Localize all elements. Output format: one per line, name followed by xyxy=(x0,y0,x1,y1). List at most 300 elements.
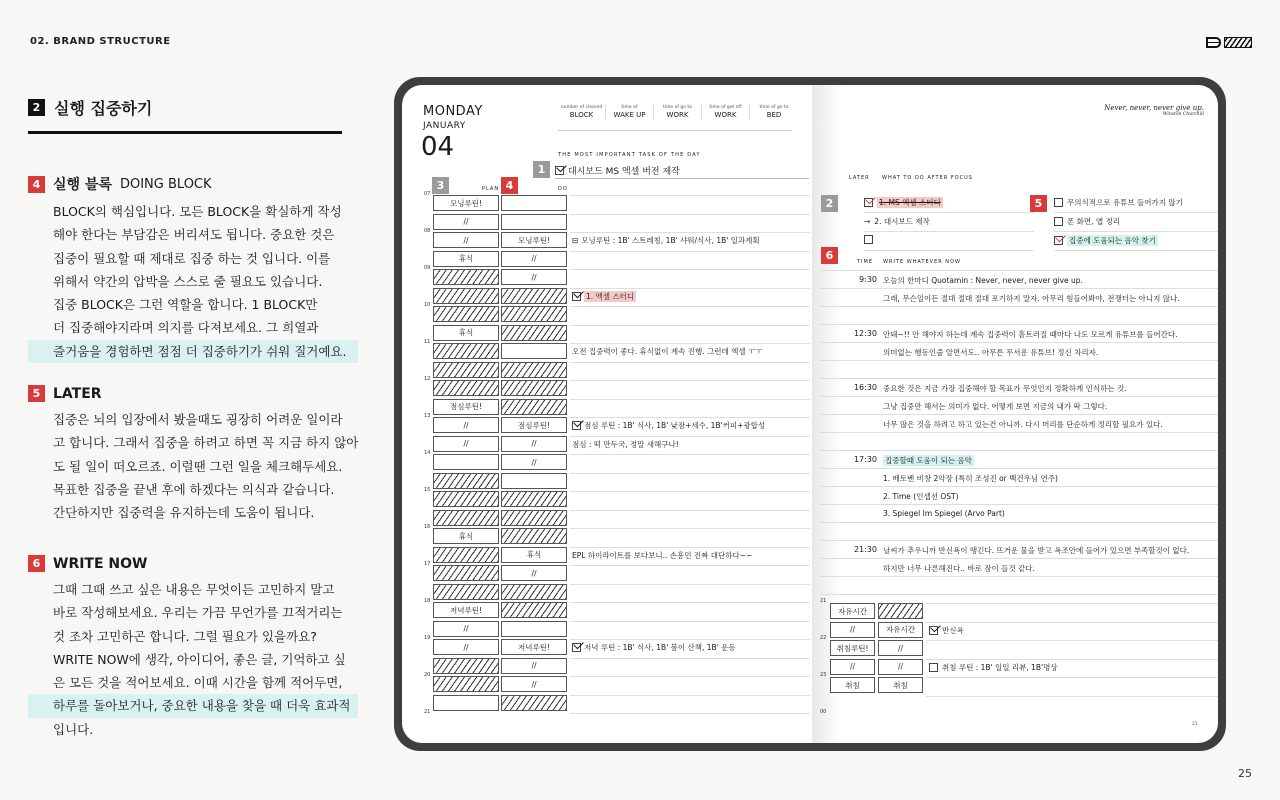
write-rule xyxy=(820,468,1218,469)
block-text-line: 입니다. xyxy=(53,721,94,737)
block-text-line: 더 집중해야지라며 의지를 다져보세요. 그 희열과 xyxy=(53,320,319,336)
section-divider xyxy=(28,131,342,134)
checkbox-icon xyxy=(1054,236,1063,245)
block-heading xyxy=(28,385,358,402)
row-rule xyxy=(570,491,810,492)
block-text-line: 집중 BLOCK은 그런 역할을 합니다. 1 BLOCK만 xyxy=(53,297,318,313)
write-time: 21:30 xyxy=(853,545,877,554)
row-rule xyxy=(570,565,810,566)
focus-item-text: 폰 화면, 앱 정리 xyxy=(1067,217,1121,226)
row-rule xyxy=(570,362,810,363)
arrow-icon: → xyxy=(864,217,871,226)
plan-cell: 휴식 xyxy=(433,528,499,544)
do-cell xyxy=(501,214,567,230)
block-write-now xyxy=(28,555,358,741)
block-text-line: 집중이 필요할 때 제대로 집중 하는 것 입니다. 이를 xyxy=(53,250,331,266)
late-rule xyxy=(926,603,1218,604)
block-heading xyxy=(28,174,358,194)
block-number-badge: 6 xyxy=(28,555,45,572)
do-note-text: 오전 집중력이 좋다. 휴식없이 계속 진행. 그런데 엑셀 ㅜㅜ xyxy=(572,347,763,356)
do-cell: // xyxy=(501,676,567,692)
plan-cell xyxy=(433,676,499,692)
focus-rule xyxy=(1054,212,1218,213)
row-rule xyxy=(570,713,810,714)
block-text-line: WRITE NOW에 생각, 아이디어, 좋은 글, 기억하고 싶 xyxy=(53,651,346,667)
plan-cell xyxy=(433,343,499,359)
hour-label: 11 xyxy=(424,339,431,345)
row-rule xyxy=(570,214,810,215)
write-rule xyxy=(820,270,1218,271)
hour-label: 07 xyxy=(424,191,431,197)
checkbox-icon xyxy=(572,292,581,301)
block-text-line: 해야 한다는 부담감은 버리셔도 됩니다. 중요한 것은 xyxy=(53,227,335,243)
late-note-text: 취침 루틴 : 1B' 일일 리뷰, 1B'명상 xyxy=(942,662,1058,672)
planner-notebook xyxy=(394,77,1226,751)
write-time: 16:30 xyxy=(853,383,877,392)
focus-number-badge: 5 xyxy=(1030,195,1047,212)
do-note-text: 점심 : 떡 만두국, 정말 새해구나! xyxy=(572,439,679,449)
stat-value: WORK xyxy=(666,111,689,119)
late-rule xyxy=(926,659,1218,660)
plan-cell: // xyxy=(433,621,499,637)
write-rule xyxy=(820,450,1218,451)
mit-label: THE MOST IMPORTANT TASK OF THE DAY xyxy=(558,152,701,158)
write-line xyxy=(883,455,974,466)
block-title: 실행 블록 xyxy=(53,177,112,193)
do-note xyxy=(572,291,636,302)
late-plan-cell: // xyxy=(830,622,875,638)
row-rule xyxy=(570,343,810,344)
block-text-line: 즐거움을 경험하면 점점 더 집중하기가 쉬워 질거예요. xyxy=(28,340,358,363)
do-cell xyxy=(501,380,567,396)
stat-field xyxy=(750,105,798,119)
write-rule xyxy=(820,558,1218,559)
plan-column-label: PLAN xyxy=(482,186,500,192)
do-note xyxy=(572,346,762,357)
late-do-cell: 취침 xyxy=(878,677,923,693)
write-rule xyxy=(820,342,1218,343)
do-cell: // xyxy=(501,454,567,470)
do-column-label: DO xyxy=(558,186,568,192)
section-number-badge: 2 xyxy=(28,99,45,116)
later-rule xyxy=(864,231,1034,232)
do-note-text: 모닝루틴 : 1B' 스트레칭, 1B' 샤워/식사, 1B' 일과계획 xyxy=(581,236,760,245)
do-note-text: 점심 루틴 : 1B' 식사, 1B' 낮잠+세수, 1B'커피+광합성 xyxy=(584,421,766,430)
row-rule xyxy=(570,325,810,326)
block-body xyxy=(28,578,358,741)
plan-cell xyxy=(433,473,499,489)
do-cell: // xyxy=(501,251,567,267)
mit-task xyxy=(555,164,680,177)
plan-cell: // xyxy=(433,436,499,452)
hour-label: 12 xyxy=(424,376,431,382)
row-rule xyxy=(570,380,810,381)
focus-item-text: 집중에 도움되는 음악 찾기 xyxy=(1069,236,1156,245)
do-cell: // xyxy=(501,436,567,452)
write-line-text: 너무 많은 것을 하려고 하고 있는건 아니까. 다시 머리를 단순하게 정리할 필요가 있다. xyxy=(883,420,1163,429)
planner-quote xyxy=(1104,104,1204,117)
plan-cell xyxy=(433,658,499,674)
late-plan-cell: 자유시간 xyxy=(830,603,875,619)
focus-item-text: 무의식적으로 유튜브 들어가지 않기 xyxy=(1067,198,1183,207)
write-line xyxy=(883,563,1035,574)
focus-item xyxy=(1054,235,1158,246)
focus-rule xyxy=(1054,231,1218,232)
late-plan-cell: 취침루틴! xyxy=(830,640,875,656)
hour-label: 18 xyxy=(424,598,431,604)
write-line-text: 집중할때 도움이 되는 음악 xyxy=(885,456,972,465)
write-line xyxy=(883,545,1189,556)
do-cell xyxy=(501,491,567,507)
write-now-label: WRITE WHATEVER NOW xyxy=(883,259,961,265)
block-body xyxy=(28,408,358,524)
plan-cell xyxy=(433,695,499,711)
do-note xyxy=(572,420,765,431)
plan-cell xyxy=(433,454,499,470)
late-note-text: 반신욕 xyxy=(942,625,964,635)
row-rule xyxy=(570,695,810,696)
later-number-badge: 2 xyxy=(821,195,838,212)
row-rule xyxy=(570,232,810,233)
write-line xyxy=(883,383,1127,394)
plan-cell xyxy=(433,306,499,322)
block-text-line: 간단하지만 집중력을 유지하는데 도움이 됩니다. xyxy=(53,505,315,521)
planner-date: 04 xyxy=(421,132,455,162)
write-rule xyxy=(820,504,1218,505)
write-rule xyxy=(820,414,1218,415)
write-line xyxy=(883,401,1107,412)
stat-value: BLOCK xyxy=(569,111,594,119)
do-cell xyxy=(501,621,567,637)
row-rule xyxy=(570,417,810,418)
stat-label: time of xyxy=(621,105,638,110)
quote-text: Never, never, never give up. xyxy=(1104,104,1204,112)
checkbox-icon xyxy=(929,626,938,635)
calendar-icon: ⊟ xyxy=(572,236,579,245)
write-line xyxy=(883,473,1058,484)
section-title-text: 실행 집중하기 xyxy=(54,99,153,118)
write-line-text: 2. Time (인셉션 OST) xyxy=(883,492,959,501)
write-line xyxy=(883,419,1163,430)
do-cell: 휴식 xyxy=(501,547,567,563)
write-rule xyxy=(820,540,1218,541)
write-line xyxy=(883,509,1005,518)
stat-field xyxy=(702,105,750,119)
row-rule xyxy=(570,269,810,270)
write-rule xyxy=(820,486,1218,487)
do-note xyxy=(572,550,752,561)
page-number: 25 xyxy=(1238,767,1252,780)
brand-logo xyxy=(1206,37,1252,48)
row-rule xyxy=(570,658,810,659)
planner-stats xyxy=(558,105,798,119)
block-text-line: BLOCK의 핵심입니다. 모든 BLOCK을 확실하게 작성 xyxy=(53,204,342,219)
write-time: 12:30 xyxy=(853,329,877,338)
hour-label: 09 xyxy=(424,265,431,271)
hour-label: 21 xyxy=(820,598,827,604)
do-cell xyxy=(501,528,567,544)
block-text-line: 은 모든 것을 적어보세요. 이때 시간을 함께 적어두면, xyxy=(53,675,343,691)
block-title: LATER xyxy=(53,385,102,402)
plan-cell xyxy=(433,269,499,285)
later-item xyxy=(864,197,943,208)
later-label: LATER xyxy=(849,175,870,181)
planner-page xyxy=(402,85,1218,743)
row-rule xyxy=(570,639,810,640)
row-rule xyxy=(570,288,810,289)
do-cell xyxy=(501,602,567,618)
plan-cell xyxy=(433,584,499,600)
plan-cell: // xyxy=(433,417,499,433)
write-line xyxy=(883,275,1083,286)
hour-label: 19 xyxy=(424,635,431,641)
plan-cell xyxy=(433,565,499,581)
checkbox-icon xyxy=(1054,198,1063,207)
write-line xyxy=(883,347,1098,358)
hour-label: 10 xyxy=(424,302,431,308)
do-cell: 점심루틴! xyxy=(501,417,567,433)
row-rule xyxy=(570,473,810,474)
late-plan-cell: // xyxy=(830,659,875,675)
write-line-text: 그래, 무슨일이든 절대 절대 절대 포기하지 말자. 아무리 힘들어봐야, 전쟁터는 아니지 않나. xyxy=(883,294,1180,303)
do-cell xyxy=(501,362,567,378)
block-text-line: 것 조차 고민하곤 합니다. 그럴 필요가 있을까요? xyxy=(53,628,317,644)
hour-label: 23 xyxy=(820,672,827,678)
block-subtitle: DOING BLOCK xyxy=(119,176,212,192)
plan-cell: // xyxy=(433,232,499,248)
do-cell xyxy=(501,288,567,304)
late-rule xyxy=(926,622,1218,623)
do-cell: 저녁루틴! xyxy=(501,639,567,655)
block-later xyxy=(28,385,358,524)
write-rule xyxy=(820,576,1218,577)
write-rule xyxy=(820,324,1218,325)
row-rule xyxy=(570,602,810,603)
block-text-line: 바로 작성해보세요. 우리는 가끔 무언가를 끄적거리는 xyxy=(53,605,343,621)
late-rule xyxy=(926,640,1218,641)
late-rule xyxy=(926,696,1218,697)
row-rule xyxy=(570,399,810,400)
do-cell xyxy=(501,473,567,489)
block-number-badge: 5 xyxy=(28,385,45,402)
do-cell: // xyxy=(501,269,567,285)
plan-cell: 저녁루틴! xyxy=(433,602,499,618)
do-note-text: EPL 하이라이트를 보다보니.. 손흥민 진짜 대단하다~~ xyxy=(572,550,753,560)
stat-field xyxy=(654,105,702,119)
plan-cell: // xyxy=(433,639,499,655)
focus-item xyxy=(1054,216,1120,227)
chapter-header: 02. BRAND STRUCTURE xyxy=(30,36,171,47)
write-rule xyxy=(820,288,1218,289)
block-text-line: 그때 그때 쓰고 싶은 내용은 무엇이든 고민하지 말고 xyxy=(53,582,335,597)
stat-field xyxy=(558,105,606,119)
write-rule xyxy=(820,522,1218,523)
plan-cell xyxy=(433,491,499,507)
hour-label: 15 xyxy=(424,487,431,493)
write-rule xyxy=(820,360,1218,361)
write-rule xyxy=(820,396,1218,397)
do-note-text: 저녁 루틴 : 1B' 식사, 1B' 봄이 산책, 1B' 운동 xyxy=(584,643,736,652)
after-focus-label: WHAT TO DO AFTER FOCUS xyxy=(882,175,973,181)
block-number-badge: 4 xyxy=(28,176,45,193)
plan-cell: 휴식 xyxy=(433,251,499,267)
later-item xyxy=(864,235,877,244)
block-text-line: 집중은 뇌의 입장에서 봤을때도 굉장히 어려운 일이라 xyxy=(53,412,343,427)
do-cell xyxy=(501,195,567,211)
do-cell: // xyxy=(501,565,567,581)
checkbox-icon xyxy=(555,166,564,175)
plan-cell xyxy=(433,547,499,563)
late-note xyxy=(929,662,1058,673)
hour-label: 16 xyxy=(424,524,431,530)
checkbox-icon xyxy=(1054,217,1063,226)
write-rule xyxy=(820,594,1218,595)
late-do-cell: // xyxy=(878,640,923,656)
write-line-text: 의미없는 행동인줄 알면서도.. 아무튼 무서운 유튜브! 정신 차리자. xyxy=(883,348,1099,357)
write-line-text: 하지만 너무 나른해진다.. 바로 잠이 들것 같다. xyxy=(883,564,1035,573)
plan-cell: 모닝루틴! xyxy=(433,195,499,211)
plan-number-badge: 3 xyxy=(432,177,449,194)
write-line xyxy=(883,329,1177,340)
do-note xyxy=(572,439,679,450)
mit-task-text: 대시보드 MS 엑셀 버전 제작 xyxy=(568,167,680,177)
row-rule xyxy=(570,621,810,622)
row-rule xyxy=(570,195,810,196)
later-rule xyxy=(864,212,1034,213)
do-cell xyxy=(501,695,567,711)
mit-number-badge: 1 xyxy=(533,161,550,178)
stat-label: time of get off xyxy=(709,105,742,110)
block-text-line: 위해서 약간의 압박을 스스로 줄 필요도 있습니다. xyxy=(53,273,323,289)
late-do-cell: // xyxy=(878,659,923,675)
row-rule xyxy=(570,436,810,437)
block-body xyxy=(28,200,358,363)
checkbox-icon xyxy=(572,421,581,430)
block-text-line: 도 될 일이 떠오르죠. 이럴땐 그런 일을 체크해두세요. xyxy=(53,458,343,474)
hour-label: 17 xyxy=(424,561,431,567)
block-text-line: 고 합니다. 그래서 집중을 하려고 하면 꼭 지금 하지 않아 xyxy=(53,435,359,451)
row-rule xyxy=(570,306,810,307)
plan-cell xyxy=(433,288,499,304)
write-time: 9:30 xyxy=(859,275,877,284)
do-cell: // xyxy=(501,658,567,674)
write-line-text: 날씨가 추우니까 반신욕이 땡긴다. 뜨거운 물을 받고 욕조안에 들어가 있으면 부족할것이 없다. xyxy=(883,546,1190,555)
block-text-line: 하루를 돌아보거나, 중요한 내용을 찾을 때 더욱 효과적 xyxy=(28,694,358,717)
do-cell xyxy=(501,510,567,526)
hour-label: 22 xyxy=(820,635,827,641)
plan-cell xyxy=(433,510,499,526)
do-cell xyxy=(501,584,567,600)
row-rule xyxy=(570,547,810,548)
row-rule xyxy=(570,676,810,677)
row-rule xyxy=(570,584,810,585)
write-line-text: 3. Spiegel Im Spiegel (Arvo Part) xyxy=(883,509,1005,518)
write-line-text: 그냥 집중만 해서는 의미가 없다. 어떻게 보면 지금의 내가 딱 그렇다. xyxy=(883,402,1108,411)
planner-day: MONDAY xyxy=(423,104,483,119)
later-item-text: 2. 대시보드 제작 xyxy=(874,217,930,226)
do-note-text: 1. 엑셀 스터디 xyxy=(586,291,635,301)
row-rule xyxy=(570,528,810,529)
row-rule xyxy=(570,454,810,455)
stat-label: time of go to xyxy=(759,105,789,110)
hour-label: 00 xyxy=(820,709,827,715)
late-plan-cell: 취침 xyxy=(830,677,875,693)
late-do-cell xyxy=(878,603,923,619)
planner-page-number: 21 xyxy=(1192,722,1198,727)
checkbox-icon xyxy=(864,235,873,244)
write-line-text: 중요한 것은 지금 가장 집중해야 할 목표가 무엇인지 정확하게 인식하는 것. xyxy=(883,384,1127,393)
stat-field xyxy=(606,105,654,119)
write-line xyxy=(883,293,1180,304)
plan-cell: 휴식 xyxy=(433,325,499,341)
checkbox-icon xyxy=(572,643,581,652)
hour-label: 21 xyxy=(424,709,431,715)
block-heading xyxy=(28,555,358,572)
later-item xyxy=(864,216,930,227)
write-number-badge: 6 xyxy=(821,247,838,264)
hour-label: 14 xyxy=(424,450,431,456)
quote-author: Winston Churchill xyxy=(1162,112,1204,117)
planner-month: JANUARY xyxy=(423,121,466,131)
checkbox-icon xyxy=(929,663,938,672)
late-do-cell: 자유시간 xyxy=(878,622,923,638)
plan-cell: 점심루틴! xyxy=(433,399,499,415)
later-rule xyxy=(864,250,1034,251)
do-number-badge: 4 xyxy=(501,177,518,194)
section-title xyxy=(28,96,152,119)
write-rule xyxy=(820,432,1218,433)
late-note xyxy=(929,625,964,636)
do-cell xyxy=(501,343,567,359)
focus-rule xyxy=(1054,250,1218,251)
hour-label: 20 xyxy=(424,672,431,678)
stat-value: WORK xyxy=(714,111,737,119)
do-cell: 모닝루틴! xyxy=(501,232,567,248)
write-line-text: 1. 베토벤 비창 2악장 (특히 조성진 or 백건우님 연주) xyxy=(883,474,1058,483)
checkbox-icon xyxy=(864,198,873,207)
write-rule xyxy=(820,306,1218,307)
stat-value: WAKE UP xyxy=(613,111,646,119)
write-time: 17:30 xyxy=(853,455,877,464)
focus-item xyxy=(1054,197,1183,208)
block-doing xyxy=(28,174,358,363)
stat-label: time of go to xyxy=(663,105,692,110)
write-line-text: 안돼~!! 안 해야지 하는데 계속 집중력이 흩트러질 때마다 나도 모르게 유튜브를 들어간다. xyxy=(883,330,1178,339)
hour-label: 13 xyxy=(424,413,431,419)
hour-label: 08 xyxy=(424,228,431,234)
do-note xyxy=(572,642,736,653)
stat-label: number of cleared xyxy=(560,105,603,110)
plan-cell: // xyxy=(433,214,499,230)
stat-value: BED xyxy=(766,111,782,119)
do-cell xyxy=(501,306,567,322)
row-rule xyxy=(570,251,810,252)
late-rule xyxy=(926,677,1218,678)
later-item-text: 1. MS 엑셀 스터디 xyxy=(879,198,941,207)
write-rule xyxy=(820,378,1218,379)
plan-cell xyxy=(433,362,499,378)
block-title: WRITE NOW xyxy=(53,555,148,572)
do-cell xyxy=(501,325,567,341)
plan-cell xyxy=(433,380,499,396)
block-text-line: 목표한 집중을 끝낸 후에 하겠다는 의식과 같습니다. xyxy=(53,481,335,497)
do-cell xyxy=(501,399,567,415)
do-note xyxy=(572,235,760,246)
write-line-text: 오늘의 한마디 Quotamin : Never, never, never give up. xyxy=(883,276,1083,285)
row-rule xyxy=(570,510,810,511)
time-label: TIME xyxy=(857,259,874,265)
write-line xyxy=(883,491,959,502)
